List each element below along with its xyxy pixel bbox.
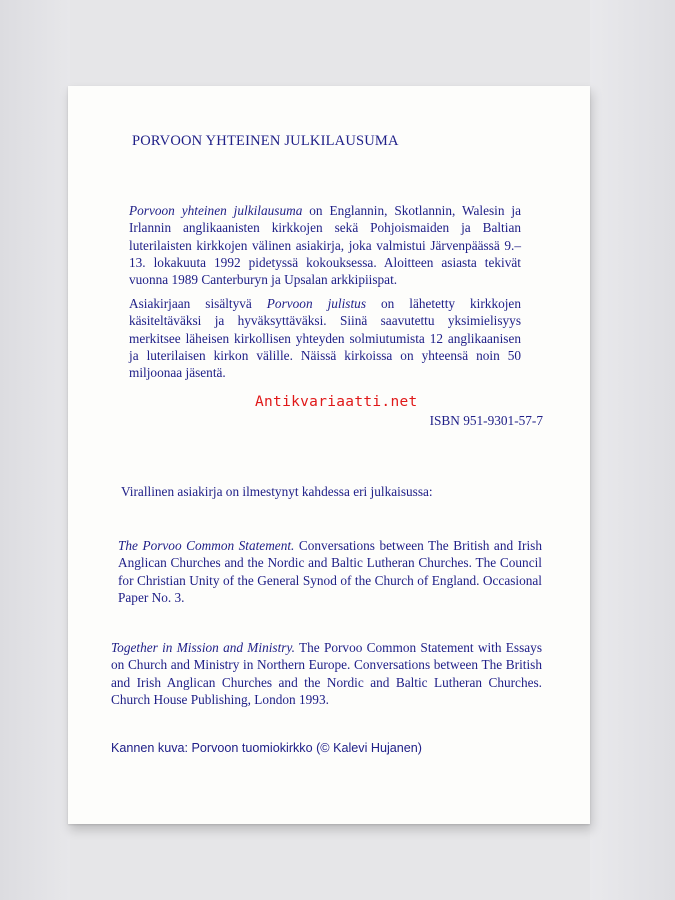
publication-2-title: Together in Mission and Ministry.	[111, 640, 295, 655]
declaration-text-start: Asiakirjaan sisältyvä	[129, 296, 267, 311]
publication-1-text: Conversations between The British and Irish Anglican Churches and the Nordic and Baltic Lutheran Churches. The Council for Christian Unity of the General Synod of the Church of England. Occasional Paper No. 3.	[118, 538, 542, 605]
isbn: ISBN 951-9301-57-7	[429, 413, 543, 428]
publication-1-title: The Porvoo Common Statement.	[118, 538, 295, 553]
background-left	[0, 0, 70, 900]
intro-text: on Englannin, Skotlannin, Walesin ja Irlannin anglikaanisten kirkkojen sekä Pohjoismaiden ja Baltian luterilaisten kirkkojen välinen asiakirja, joka valmistui Järvenpäässä 9.–13. lokakuuta 1992 pidetyssä kokouksessa. Aloitteen asiasta tekivät vuonna 1989 Canterburyn ja Upsalan arkkipiispat.	[129, 203, 521, 288]
watermark: Antikvariaatti.net	[255, 394, 418, 410]
background-right	[590, 0, 675, 900]
cover-credit: Kannen kuva: Porvoon tuomiokirkko (© Kalevi Hujanen)	[111, 741, 422, 755]
official-document-note: Virallinen asiakirja on ilmestynyt kahdessa eri julkaisussa:	[121, 484, 433, 499]
publication-2-text: The Porvoo Common Statement with Essays on Church and Ministry in Northern Europe. Conversations between The British and Irish Anglican Churches and the Nordic and Baltic Lutheran Churches. Church House Publishing, London 1993.	[111, 640, 543, 707]
declaration-text-end: on lähetetty kirkkojen käsiteltäväksi ja hyväksyttäväksi. Siinä saavutettu yksimielisyys merkitsee läheisen kirkollisen yhteyden solmiutumista 12 anglikaanisen ja luterilaisen kirkon välille. Näissä kirkoissa on yhteensä noin 50 miljoonaa jäsentä.	[129, 296, 521, 381]
intro-paragraph	[129, 202, 521, 288]
publication-2	[111, 639, 542, 708]
booklet-back-cover	[68, 86, 590, 824]
declaration-italic-title: Porvoon julistus	[266, 296, 366, 311]
intro-italic-title: Porvoon yhteinen julkilausuma	[129, 203, 303, 218]
publication-1	[118, 537, 542, 606]
booklet-title: PORVOON YHTEINEN JULKILAUSUMA	[132, 133, 399, 149]
declaration-paragraph	[129, 295, 521, 381]
